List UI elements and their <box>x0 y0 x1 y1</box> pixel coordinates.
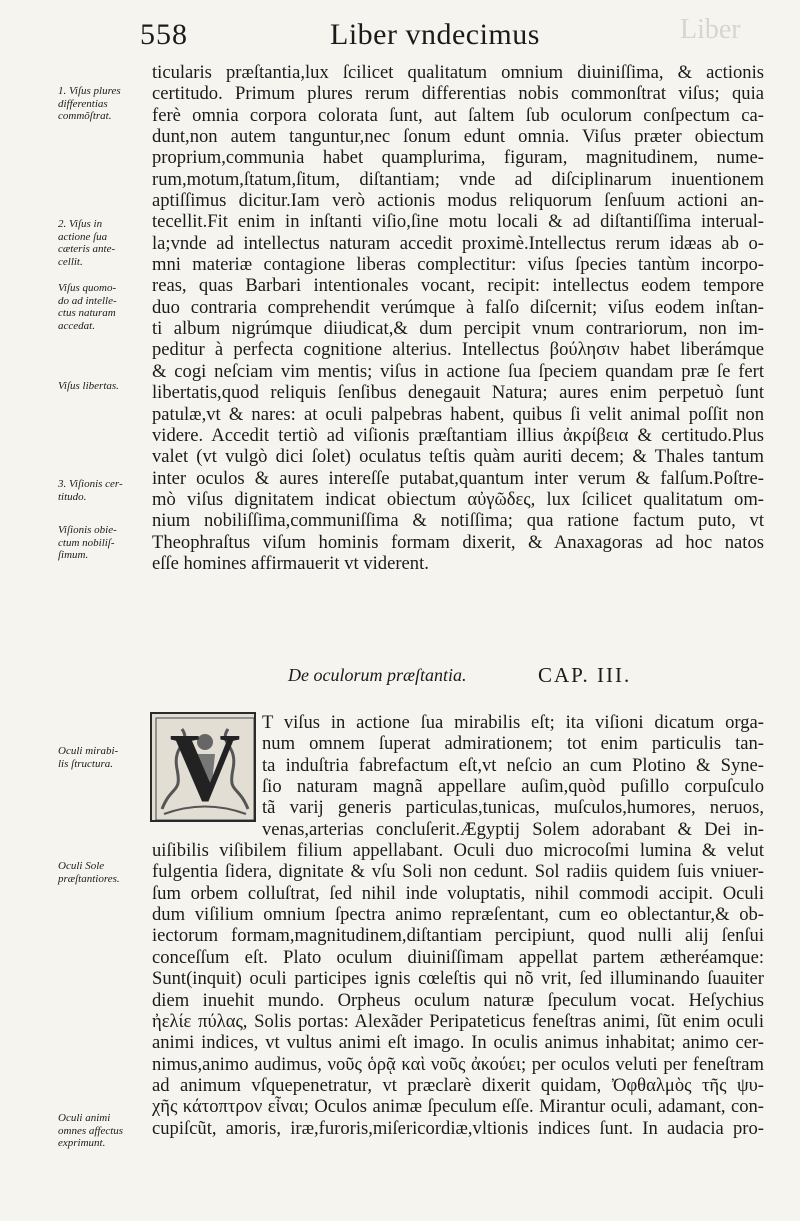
margin-note-line: 2. Viſus in <box>58 218 103 230</box>
text-line: certitudo. Primum plures rerum differentias nobis commonſtrat viſus; quia <box>152 83 764 105</box>
text-line: ta induſtria fabrefactum eſt,vt neſcio an cum Plotino & Syne- <box>262 754 764 776</box>
text-line: ferè omnia corpora colorata ſunt, aut ſaltem ſub oculorum conſpectum ca- <box>152 104 764 126</box>
text-line: nimus,animo audimus, νοῦς ὁρᾷ καὶ νοῦς ἀκούει; per oculos veluti per feneſtram <box>152 1053 764 1075</box>
text-line: mò viſus dignitatem indicat obiectum αὐγῶδες, lux ſcilicet qualitatum om- <box>152 488 764 510</box>
text-line: valet (vt vulgò dici ſolet) oculatus teſtis quàm auriti decem; & Thales tantum <box>152 446 764 468</box>
margin-note-line: titudo. <box>58 490 87 503</box>
margin-note-line: 3. Viſionis cer- <box>58 478 123 490</box>
text-line: tã varij generis particulas,tunicas, muſculos,humores, neruos, <box>262 797 764 819</box>
bleed-through-text: Liber <box>680 14 741 45</box>
text-line: ſum orbem colluſtrat, ſed nihil inde voluptatis, nihil commodi accipit. Oculi <box>152 882 764 904</box>
margin-note-line: Oculi mirabi- <box>58 745 119 757</box>
margin-note-line: cellit. <box>58 255 83 268</box>
margin-note <box>58 282 148 332</box>
body-text-block <box>152 62 764 574</box>
margin-note-line: commõſtrat. <box>58 110 112 122</box>
chapter-title: De oculorum præſtantia. <box>288 665 467 685</box>
text-line: reas, quas Barbari intentionales vocant, recipit: intellectus eodem tempore <box>152 275 764 297</box>
margin-note-line: ctus naturam <box>58 307 116 319</box>
text-line: χῆς κάτοπτρον εἶναι; Oculos animæ ſpeculum eſſe. Mirantur oculi, adamant, con- <box>152 1096 764 1118</box>
decorated-initial <box>150 712 256 822</box>
margin-note-line: ſimum. <box>58 549 89 561</box>
text-line: proprium,communia habet quamplurima, figuram, magnitudinem, nume- <box>152 147 764 169</box>
text-line: rum,motum,ſtatum,ſitum, diſtantiam; vnde ad diſciplinarum inuentionem <box>152 168 764 190</box>
body-text-block <box>262 712 764 819</box>
margin-note-line: ctum nobiliſ- <box>58 536 115 549</box>
text-line: aptiſſimus dicitur.Iam verò actionis modus reliquorum ſenſuum actioni an- <box>152 190 764 212</box>
margin-note <box>58 860 148 885</box>
margin-note <box>58 524 148 562</box>
text-line: nium nobiliſſima,communiſſima & notiſſima; qua ratione factum puto, vt <box>152 510 764 532</box>
margin-note-line: Oculi animi <box>58 1112 111 1124</box>
margin-note-line: Viſus quomo- <box>58 282 117 294</box>
margin-note-line: omnes affectus <box>58 1124 124 1137</box>
text-line: videre. Accedit tertiò ad viſionis præſtantiam illius ἀκρίβεια & certitudo.Plus <box>152 424 764 446</box>
margin-note-line: lis ſtructura. <box>58 757 114 770</box>
margin-note <box>58 218 148 268</box>
margin-note-line: differentias <box>58 97 108 110</box>
text-line: ſio naturam magnã appellare auſim,quòd puſillo corpuſculo <box>262 776 764 798</box>
text-line: la;vnde ad intellectus naturam accedit proximè.Intellectus rerum idæas ab o- <box>152 232 764 254</box>
text-line: fulgentia ſidera, dignitate & vſu Soli non cedunt. Sol radiis quidem ſuis vniuer- <box>152 861 764 883</box>
margin-note <box>58 478 148 503</box>
text-line: ti album nigrúmque diiudicat,& dum percipit vnum contrariorum, non im- <box>152 318 764 340</box>
page-number: 558 <box>140 18 188 51</box>
text-line: num omnem ſuperat admirationem; tot enim particulis tan- <box>262 733 764 755</box>
text-line: venas,arterias concluſerit.Ægyptij Solem adorabant & Dei in- <box>262 818 764 840</box>
margin-note <box>58 380 148 393</box>
text-line: patulæ,vt & nares: at oculi palpebras habent, quibus ſi velit animal poſſit non <box>152 403 764 425</box>
margin-note-line: actione ſua <box>58 230 108 243</box>
text-line: dunt,non autem tanguntur,nec ſonum edunt omnia. Viſus præter obiectum <box>152 126 764 148</box>
text-line: eſſe homines affirmauerit vt viderent. <box>152 552 429 574</box>
body-text-block <box>152 819 764 1139</box>
margin-note-line: 1. Viſus plures <box>58 85 121 97</box>
text-line: uiſibilis viſibilem filium appellabant. Oculi duo microcoſmi lumina & velut <box>152 840 764 862</box>
margin-note-line: accedat. <box>58 319 95 332</box>
text-line: diem inuehit mundo. Orpheus oculum naturæ ſpeculum vocat. Heſychius <box>152 989 764 1011</box>
text-line: Sunt(inquit) oculi participes ignis cœleſtis qui nõ vrit, ſed illuminando ſuauiter <box>152 968 764 990</box>
chapter-heading <box>288 663 768 691</box>
text-line: iectorum formam,magnitudinem,diſtantiam percipiunt, quod nulli alij ſenſui <box>152 925 764 947</box>
initial-letter: V <box>169 714 241 822</box>
text-line: T viſus in actione ſua mirabilis eſt; ita viſioni dicatum orga- <box>262 712 764 733</box>
text-line: peditur à perfecta cognitione alterius. Intellectus βούλησιν habet liberámque <box>152 339 764 361</box>
chapter-number: CAP. III. <box>538 663 632 687</box>
text-line: ἠελίε πύλας, Solis portas: Alexãder Peripateticus feneſtras animi, ſũt enim oculi <box>152 1010 764 1032</box>
text-line: mni materiæ contagione liberas complectitur: viſus ſpecies tantùm incorpo- <box>152 254 764 276</box>
text-line: dum viſilium omnium ſpectra animo repræſentant, cum eo oblectantur,& ob- <box>152 904 764 926</box>
running-head: Liber vndecimus <box>330 18 540 51</box>
text-line: & cogi neſciam vim mentis; viſus in actione ſua ſpeciem quandam præ ſe fert <box>152 360 764 382</box>
text-line: animi indices, vt vultus animi eſt imago. In oculis animus inhabitat; animo cer- <box>152 1032 764 1054</box>
text-line: ticularis præſtantia,lux ſcilicet qualitatum omnium diuiniſſima, & actionis <box>152 62 764 83</box>
margin-note-line: Viſus libertas. <box>58 380 119 392</box>
text-line: conceſſum eſt. Plato oculum diuiniſſimam appellat partem ætheréamque: <box>152 946 764 968</box>
margin-note-line: do ad intelle- <box>58 294 117 307</box>
margin-note-line: exprimunt. <box>58 1137 106 1149</box>
text-line: cupiſcũt, amoris, iræ,furoris,miſericordiæ,vltionis indices ſunt. In audacia pro- <box>152 1117 764 1139</box>
text-line: libertatis,quod reliquis ſenſibus denegauit Natura; aures enim perpetuò ſunt <box>152 382 764 404</box>
margin-note-line: Oculi Sole <box>58 860 105 872</box>
text-line: duo contraria comprehendit verúmque à falſo diſcernit; viſus eodem inſtan- <box>152 296 764 318</box>
text-line: tecellit.Fit enim in inſtanti viſio,ſine motu locali & ad diſtantiſſima interual- <box>152 211 764 233</box>
text-line: ad animum vſquepenetratur, vt præclarè dixerit quidam, Ὀφθαλμὸς τῆς ψυ- <box>152 1074 764 1096</box>
margin-note-line: cæteris ante- <box>58 243 116 255</box>
text-line: Theophraſtus viſum hominis formam dixerit, & Anaxagoras ad hoc natos <box>152 531 764 553</box>
margin-note <box>58 745 148 770</box>
margin-note <box>58 85 148 123</box>
margin-note-line: Viſionis obie- <box>58 524 117 536</box>
margin-note-line: præſtantiores. <box>58 872 120 885</box>
margin-note <box>58 1112 148 1150</box>
text-line: inter oculos & aures intereſſe putabat,quantum inter verum & falſum.Poſtre- <box>152 467 764 489</box>
